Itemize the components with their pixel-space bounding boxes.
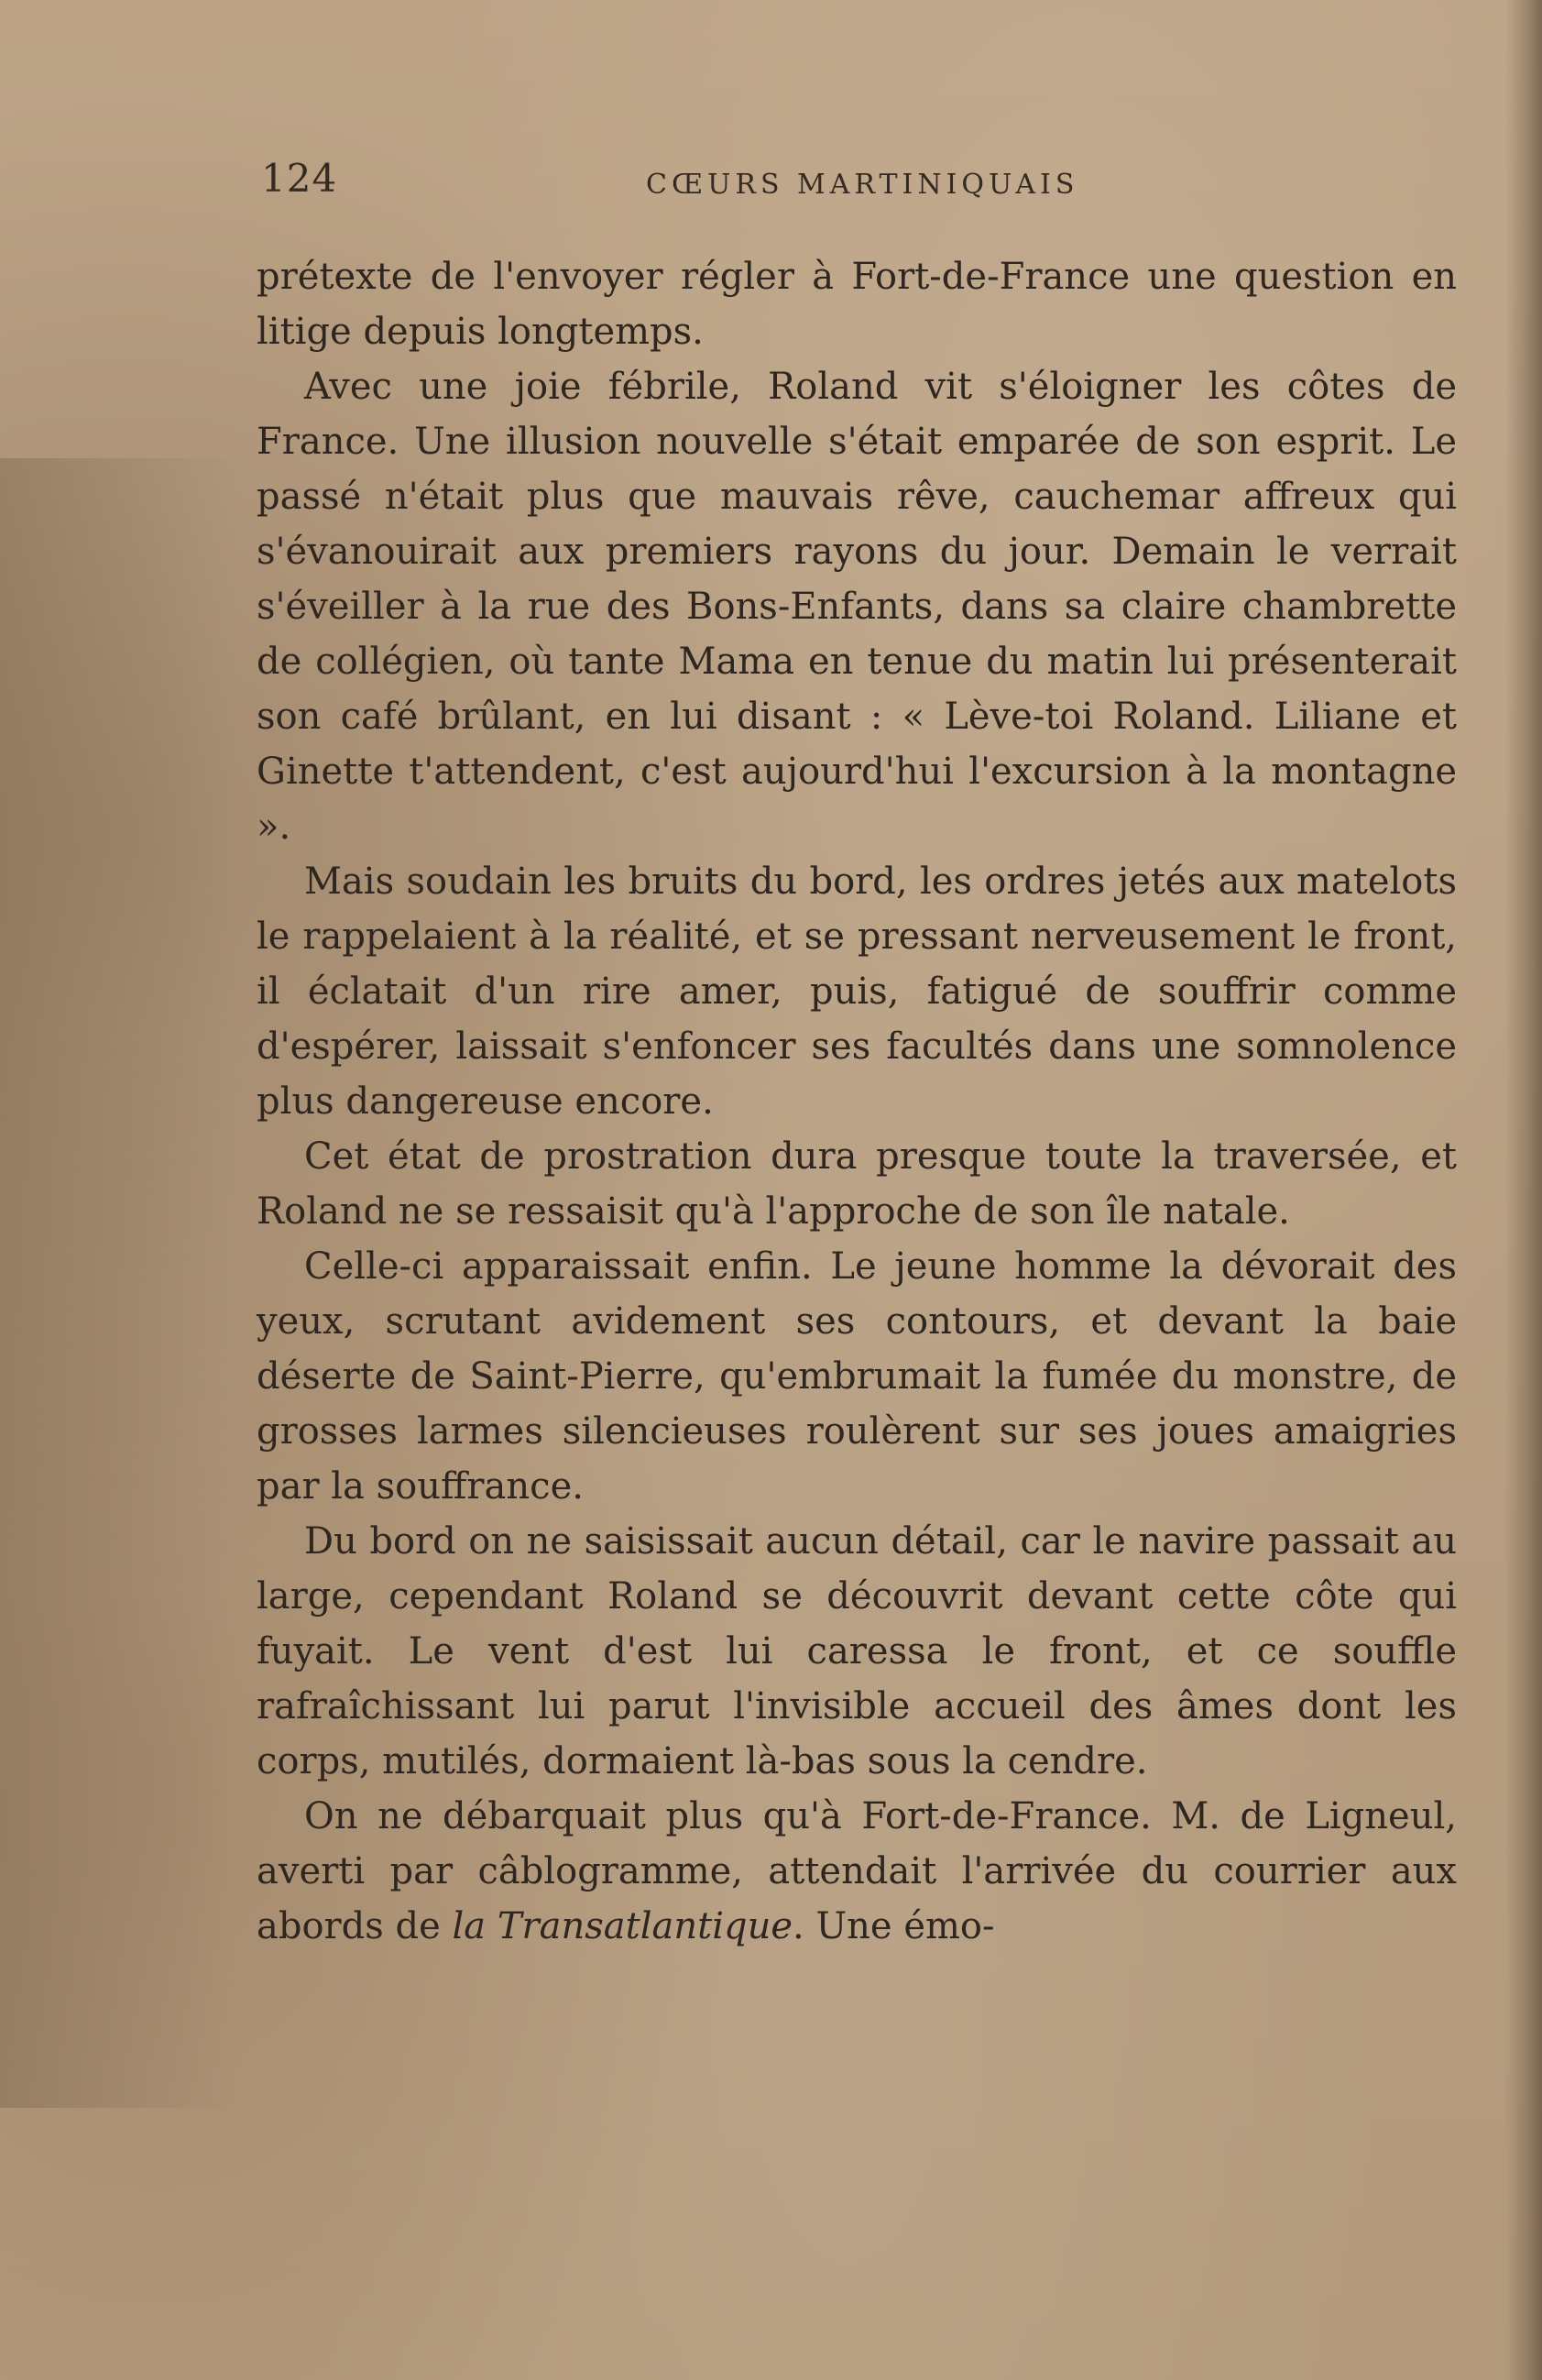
paragraph-text: . Une émo- bbox=[793, 1905, 995, 1947]
running-title: CŒURS MARTINIQUAIS bbox=[646, 169, 1079, 201]
page-edge-shadow bbox=[1505, 0, 1542, 2380]
page-stain bbox=[0, 458, 238, 2108]
paragraph: Celle-ci apparaissait enfin. Le jeune homme la dévorait des yeux, scrutant avidement ses contours, et devant la baie déserte de Saint-Pierre, qu'embrumait la fumée du monstre, de grosses larmes silencieuses roulèrent sur ses joues amaigries par la souffrance. bbox=[257, 1245, 1457, 1508]
ship-name: la Transatlantique bbox=[452, 1905, 793, 1947]
body-text bbox=[257, 249, 1457, 1954]
paragraph-text: On ne débarquait plus qu'à Fort-de-France. M. de Ligneul, averti par câblogramme, attendait l'arrivée du courrier aux abords de bbox=[257, 1795, 1457, 1947]
paragraph: Cet état de prostration dura presque toute la traversée, et Roland ne se ressaisit qu'à l'approche de son île natale. bbox=[257, 1135, 1457, 1233]
paragraph: Avec une joie fébrile, Roland vit s'éloigner les côtes de France. Une illusion nouvelle s'était emparée de son esprit. Le passé n'était plus que mauvais rêve, cauchemar affreux qui s'évanouirait aux premiers rayons du jour. Demain le verrait s'éveiller à la rue des Bons-Enfants, dans sa claire chambrette de collégien, où tante Mama en tenue du matin lui présenterait son café brûlant, en lui disant : « Lève-toi Roland. Liliane et Ginette t'attendent, c'est aujourd'hui l'excursion à la montagne ». bbox=[257, 366, 1457, 848]
paragraph: Mais soudain les bruits du bord, les ordres jetés aux matelots le rappelaient à la réalité, et se pressant nerveusement le front, il éclatait d'un rire amer, puis, fatigué de souffrir comme d'espérer, laissait s'enfoncer ses facultés dans une somnolence plus dangereuse encore. bbox=[257, 861, 1457, 1123]
running-head bbox=[261, 156, 1452, 211]
page-number: 124 bbox=[261, 156, 338, 201]
paragraph: Du bord on ne saisissait aucun détail, car le navire passait au large, cependant Roland se découvrit devant cette côte qui fuyait. Le vent d'est lui caressa le front, et ce souffle rafraîchissant lui parut l'invisible accueil des âmes dont les corps, mutilés, dormaient là-bas sous la cendre. bbox=[257, 1520, 1457, 1782]
paragraph bbox=[257, 1789, 1457, 1954]
paragraph: prétexte de l'envoyer régler à Fort-de-France une question en litige depuis longtemps. bbox=[257, 256, 1457, 353]
